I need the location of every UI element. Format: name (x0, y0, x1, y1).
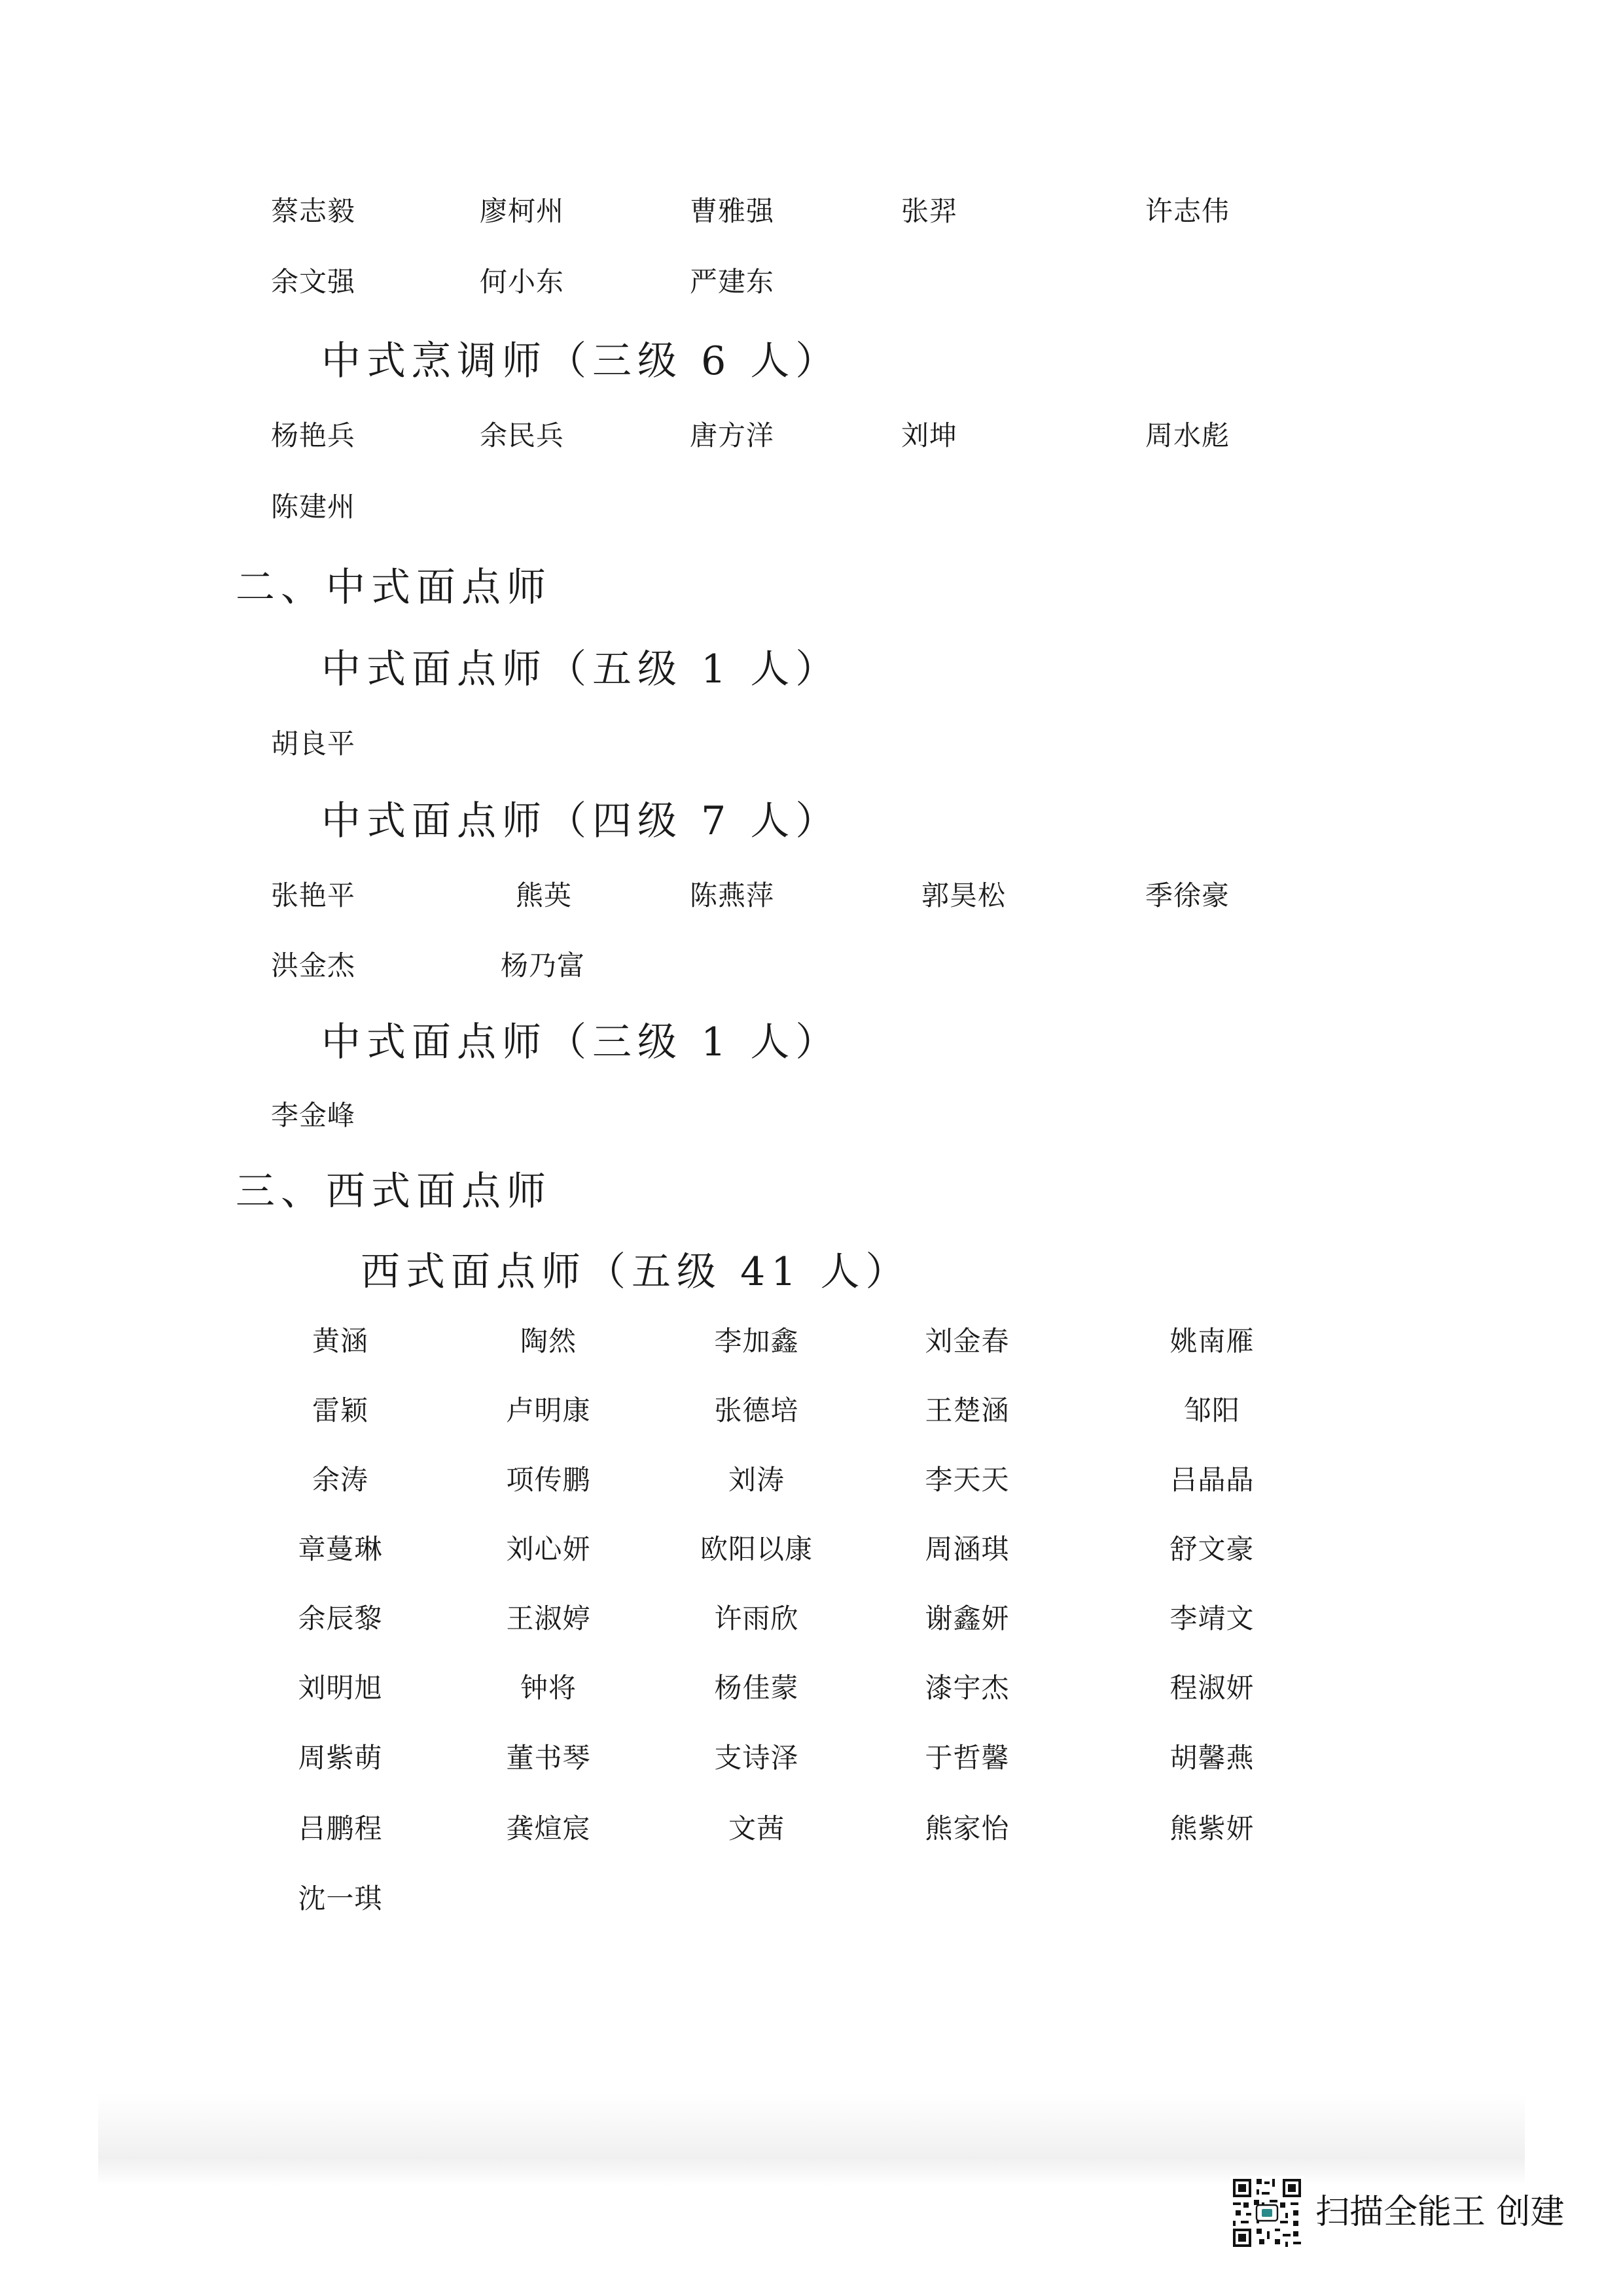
name-cell: 熊紫妍 (1169, 1812, 1255, 1845)
name-cell: 邹阳 (1183, 1394, 1240, 1426)
name-cell: 刘涛 (728, 1464, 785, 1496)
name-cell: 李金峰 (271, 1099, 356, 1131)
name-cell: 张德培 (714, 1394, 799, 1426)
name-cell: 沈一琪 (298, 1882, 383, 1915)
name-cell: 余辰黎 (298, 1602, 383, 1634)
name-cell: 钟将 (520, 1672, 577, 1704)
name-cell: 陶然 (520, 1325, 577, 1357)
name-cell: 唐方洋 (690, 419, 775, 451)
subsection-heading: 西式面点师（五级 41 人） (361, 1249, 911, 1295)
name-cell: 廖柯州 (480, 195, 565, 227)
name-cell: 支诗泽 (714, 1742, 799, 1774)
scanner-watermark (1230, 2176, 1597, 2248)
name-cell: 周水彪 (1145, 419, 1230, 451)
name-cell: 欧阳以康 (700, 1533, 813, 1565)
name-cell: 项传鹏 (506, 1464, 591, 1496)
subsection-heading: 中式面点师（四级 7 人） (321, 798, 841, 844)
name-row (0, 1460, 1623, 1500)
name-row (0, 416, 1623, 455)
name-cell: 洪金杰 (271, 949, 356, 981)
name-row (0, 1322, 1623, 1361)
name-row (0, 724, 1623, 764)
name-cell: 刘心妍 (506, 1533, 591, 1565)
name-cell: 季徐豪 (1145, 879, 1230, 911)
name-cell: 雷颖 (312, 1394, 368, 1426)
name-cell: 舒文豪 (1169, 1533, 1255, 1565)
name-cell: 刘坤 (901, 419, 958, 451)
name-cell: 蔡志毅 (271, 195, 356, 227)
name-cell: 何小东 (480, 266, 565, 298)
name-cell: 龚煊宸 (506, 1812, 591, 1845)
name-row (0, 1739, 1623, 1778)
name-row (0, 946, 1623, 985)
name-cell: 张艳平 (271, 879, 356, 911)
name-cell: 陈建州 (271, 491, 356, 523)
name-cell: 刘金春 (925, 1325, 1010, 1357)
name-cell: 杨乃富 (501, 949, 586, 981)
section-heading: 二、中式面点师 (236, 565, 552, 610)
name-cell: 熊英 (516, 879, 573, 911)
name-cell: 于哲馨 (925, 1742, 1010, 1774)
name-cell: 漆宇杰 (925, 1672, 1010, 1704)
name-cell: 董书琴 (506, 1742, 591, 1774)
name-cell: 周紫萌 (298, 1742, 383, 1774)
name-cell: 刘明旭 (298, 1672, 383, 1704)
name-row (0, 1879, 1623, 1918)
name-row (0, 487, 1623, 527)
name-cell: 章蔓琳 (298, 1533, 383, 1565)
name-cell: 杨佳蒙 (714, 1672, 799, 1704)
name-cell: 周涵琪 (925, 1533, 1010, 1565)
name-cell: 杨艳兵 (271, 419, 356, 451)
qr-code-icon (1230, 2176, 1304, 2250)
name-cell: 曹雅强 (690, 195, 775, 227)
watermark-text: 扫描全能王 创建 (1315, 2193, 1565, 2232)
name-row (0, 1669, 1623, 1708)
name-cell: 余文强 (271, 266, 356, 298)
name-cell: 胡良平 (271, 728, 356, 760)
subsection-heading: 中式面点师（五级 1 人） (321, 646, 841, 692)
name-row (0, 876, 1623, 915)
name-cell: 程淑妍 (1169, 1672, 1255, 1704)
name-cell: 严建东 (690, 266, 775, 298)
name-cell: 许雨欣 (714, 1602, 799, 1634)
name-cell: 许志伟 (1145, 195, 1230, 227)
name-cell: 郭昊松 (921, 879, 1007, 911)
name-cell: 姚南雁 (1169, 1325, 1255, 1357)
name-row (0, 262, 1623, 302)
name-cell: 陈燕萍 (690, 879, 775, 911)
name-cell: 王淑婷 (506, 1602, 591, 1634)
name-cell: 余民兵 (480, 419, 565, 451)
name-row (0, 192, 1623, 231)
scan-shadow (98, 2094, 1525, 2185)
name-cell: 吕鹏程 (298, 1812, 383, 1845)
name-cell: 余涛 (312, 1464, 368, 1496)
name-cell: 文茜 (728, 1812, 785, 1845)
name-cell: 胡馨燕 (1169, 1742, 1255, 1774)
name-row (0, 1809, 1623, 1848)
name-row (0, 1391, 1623, 1430)
name-cell: 熊家怡 (925, 1812, 1010, 1845)
section-heading: 三、西式面点师 (236, 1169, 552, 1214)
name-cell: 张羿 (901, 195, 958, 227)
name-cell: 吕晶晶 (1169, 1464, 1255, 1496)
name-cell: 王楚涵 (925, 1394, 1010, 1426)
name-cell: 卢明康 (506, 1394, 591, 1426)
subsection-heading: 中式烹调师（三级 6 人） (321, 338, 841, 384)
name-cell: 谢鑫妍 (925, 1602, 1010, 1634)
name-row (0, 1530, 1623, 1569)
subsection-heading: 中式面点师（三级 1 人） (321, 1019, 841, 1065)
name-cell: 李加鑫 (714, 1325, 799, 1357)
name-cell: 李天天 (925, 1464, 1010, 1496)
name-cell: 李靖文 (1169, 1602, 1255, 1634)
name-row (0, 1599, 1623, 1638)
name-cell: 黄涵 (312, 1325, 368, 1357)
name-row (0, 1096, 1623, 1135)
